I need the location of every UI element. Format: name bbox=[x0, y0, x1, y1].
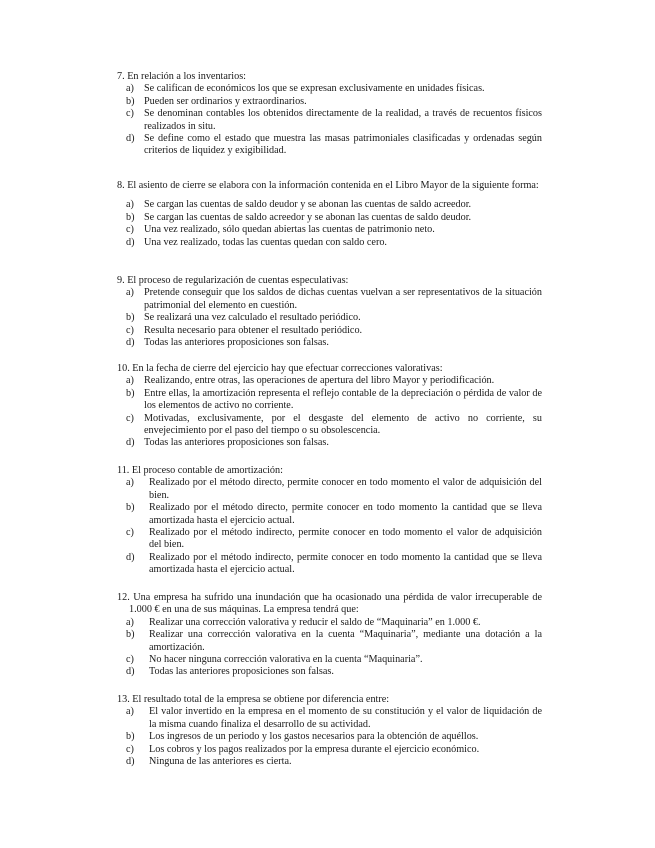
question-12 bbox=[0, 592, 655, 679]
option-text: Realizado por el método indirecto, permite conocer en todo momento la cantidad que se lleva amortizada hasta el ejercicio actual. bbox=[149, 551, 542, 576]
option-a bbox=[0, 706, 655, 731]
option-b bbox=[0, 212, 655, 224]
question-10 bbox=[0, 363, 655, 450]
option-letter: a) bbox=[126, 616, 134, 628]
option-letter: d) bbox=[126, 236, 135, 248]
option-letter: d) bbox=[126, 666, 135, 678]
options-list bbox=[0, 477, 655, 576]
option-letter: b) bbox=[126, 95, 135, 107]
option-c bbox=[0, 744, 655, 756]
question-11 bbox=[0, 465, 655, 577]
option-letter: a) bbox=[126, 83, 134, 95]
option-letter: c) bbox=[126, 108, 134, 120]
option-letter: d) bbox=[126, 133, 135, 145]
option-b bbox=[0, 731, 655, 743]
option-letter: a) bbox=[126, 477, 134, 489]
option-c bbox=[0, 527, 655, 552]
question-stem: 7. En relación a los inventarios: bbox=[117, 71, 247, 82]
option-a bbox=[0, 375, 655, 387]
option-letter: a) bbox=[126, 287, 134, 299]
option-letter: d) bbox=[126, 551, 135, 563]
option-d bbox=[0, 337, 655, 349]
option-letter: d) bbox=[126, 437, 135, 449]
option-letter: a) bbox=[126, 706, 134, 718]
option-text: Ninguna de las anteriores es cierta. bbox=[149, 756, 292, 768]
option-text: Una vez realizado, sólo quedan abiertas las cuentas de patrimonio neto. bbox=[144, 224, 435, 236]
question-13 bbox=[0, 694, 655, 768]
option-text: Se denominan contables los obtenidos directamente de la realidad, a través de recuentos físicos realizados in situ. bbox=[144, 108, 542, 132]
option-letter: b) bbox=[126, 731, 135, 743]
option-d bbox=[0, 552, 655, 577]
option-text: Todas las anteriores proposiciones son falsas. bbox=[149, 666, 334, 678]
option-text: Se califican de económicos los que se expresan exclusivamente en unidades físicas. bbox=[144, 83, 485, 95]
option-d bbox=[0, 666, 655, 678]
option-letter: a) bbox=[126, 199, 134, 211]
option-d bbox=[0, 437, 655, 449]
question-stem: 9. El proceso de regularización de cuentas especulativas: bbox=[117, 275, 349, 286]
option-text: Los ingresos de un periodo y los gastos necesarios para la obtención de aquéllos. bbox=[149, 731, 479, 743]
option-b bbox=[0, 502, 655, 527]
option-letter: b) bbox=[126, 211, 135, 223]
option-text: Realizando, entre otras, las operaciones de apertura del libro Mayor y periodificación. bbox=[144, 375, 495, 387]
option-text: El valor invertido en la empresa en el momento de su constitución y el valor de liquidación de la misma cuando finaliza el desarrollo de su actividad. bbox=[149, 706, 542, 730]
option-c bbox=[0, 413, 655, 438]
question-stem: 11. El proceso contable de amortización: bbox=[117, 465, 283, 476]
option-text: Resulta necesario para obtener el resultado periódico. bbox=[144, 324, 363, 336]
option-text: Realizar una corrección valorativa en la cuenta “Maquinaria”, mediante una dotación a la amortización. bbox=[149, 629, 542, 653]
options-list bbox=[0, 83, 655, 157]
options-list bbox=[0, 375, 655, 449]
option-text: Todas las anteriores proposiciones son falsas. bbox=[144, 437, 329, 449]
option-d bbox=[0, 237, 655, 249]
option-a bbox=[0, 199, 655, 211]
option-text: Los cobros y los pagos realizados por la empresa durante el ejercicio económico. bbox=[149, 743, 480, 755]
options-list bbox=[0, 706, 655, 768]
option-text: Se define como el estado que muestra las masas patrimoniales clasificadas y ordenadas según criterios de liquidez y exigibilidad. bbox=[144, 133, 542, 157]
option-c bbox=[0, 224, 655, 236]
option-text: Realizar una corrección valorativa y reducir el saldo de “Maquinaria” en 1.000 €. bbox=[149, 616, 481, 628]
option-letter: b) bbox=[126, 387, 135, 399]
option-c bbox=[0, 108, 655, 133]
option-letter: c) bbox=[126, 412, 134, 424]
option-text: Se cargan las cuentas de saldo acreedor y se abonan las cuentas de saldo deudor. bbox=[144, 211, 472, 223]
option-a bbox=[0, 287, 655, 312]
option-text: Entre ellas, la amortización representa el reflejo contable de la depreciación o pérdida de valor de los elementos de activo no corriente. bbox=[144, 387, 542, 412]
option-text: Realizado por el método directo, permite conocer en todo momento la cantidad que se lleva amortizada hasta el ejercicio actual. bbox=[149, 502, 542, 526]
option-text: Motivadas, exclusivamente, por el desgaste del elemento de activo no corriente, su envejecimiento por el paso del tiempo o su obsolescencia. bbox=[144, 412, 542, 437]
option-text: Se realizará una vez calculado el resultado periódico. bbox=[144, 312, 361, 324]
option-letter: b) bbox=[126, 312, 135, 324]
option-letter: b) bbox=[126, 629, 135, 641]
option-text: Realizado por el método indirecto, permite conocer en todo momento el valor de adquisición del bien. bbox=[149, 527, 542, 551]
option-letter: d) bbox=[126, 337, 135, 349]
option-letter: c) bbox=[126, 224, 134, 236]
option-d bbox=[0, 133, 655, 158]
option-c bbox=[0, 654, 655, 666]
option-text: Realizado por el método directo, permite conocer en todo momento el valor de adquisición del bien. bbox=[149, 477, 542, 501]
option-text: Todas las anteriores proposiciones son falsas. bbox=[144, 337, 329, 349]
option-a bbox=[0, 83, 655, 95]
option-text: No hacer ninguna corrección valorativa en la cuenta “Maquinaria”. bbox=[149, 654, 423, 666]
question-stem: 12. Una empresa ha sufrido una inundación que ha ocasionado una pérdida de valor irrecuperable de 1.000 € en una de sus máquinas. La empresa tendrá que: bbox=[117, 592, 542, 616]
option-c bbox=[0, 325, 655, 337]
option-letter: c) bbox=[126, 527, 134, 539]
question-stem: 10. En la fecha de cierre del ejercicio hay que efectuar correcciones valorativas: bbox=[117, 363, 443, 374]
option-text: Se cargan las cuentas de saldo deudor y se abonan las cuentas de saldo acreedor. bbox=[144, 199, 472, 211]
option-d bbox=[0, 756, 655, 768]
question-stem: 13. El resultado total de la empresa se obtiene por diferencia entre: bbox=[117, 694, 390, 705]
option-text: Pueden ser ordinarios y extraordinarios. bbox=[144, 95, 307, 107]
option-letter: c) bbox=[126, 654, 134, 666]
option-letter: c) bbox=[126, 743, 134, 755]
option-b bbox=[0, 629, 655, 654]
options-list bbox=[0, 199, 655, 249]
option-a bbox=[0, 477, 655, 502]
option-text: Una vez realizado, todas las cuentas quedan con saldo cero. bbox=[144, 236, 387, 248]
option-letter: d) bbox=[126, 756, 135, 768]
options-list bbox=[0, 287, 655, 349]
option-letter: c) bbox=[126, 324, 134, 336]
option-b bbox=[0, 312, 655, 324]
option-b bbox=[0, 388, 655, 413]
option-letter: b) bbox=[126, 502, 135, 514]
question-9 bbox=[0, 275, 655, 349]
question-7 bbox=[0, 71, 655, 158]
question-stem: 8. El asiento de cierre se elabora con la información contenida en el Libro Mayor de la siguiente forma: bbox=[117, 180, 539, 191]
option-letter: a) bbox=[126, 375, 134, 387]
option-a bbox=[0, 617, 655, 629]
question-8 bbox=[0, 180, 655, 249]
option-b bbox=[0, 96, 655, 108]
option-text: Pretende conseguir que los saldos de dichas cuentas vuelvan a ser representativos de la situación patrimonial del elemento en cuestión. bbox=[144, 287, 542, 311]
options-list bbox=[0, 617, 655, 679]
